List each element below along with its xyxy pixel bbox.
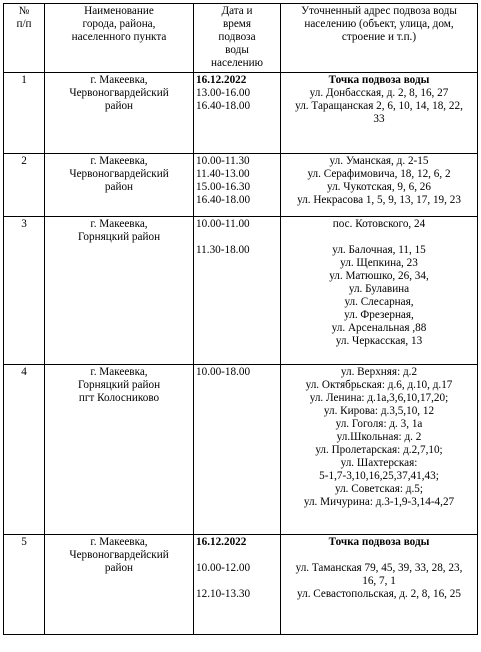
row-time: 16.12.2022 13.00-16.00 16.40-18.00 [194,73,281,154]
row-number: 4 [4,365,45,535]
row-number: 1 [4,73,45,154]
header-row [4,4,478,73]
row-address: ул. Верхняя: д.2 ул. Октябрьская: д.6, д.10, д.17 ул. Ленина: д.1а,3,6,10,17,20; ул. Кирова: д.3,5,10, 12 ул. Гоголя: д. 3, 1а ул.Школьная: д. 2 ул. Пролетарская: д.2,7,10; ул. Шахтерская: 5-1,7-3,10,16,25,37,41,43; ул. Советская: д.5; ул. Мичурина: д.3-1,9-3,14-4,27 [281,365,478,535]
header-num: № п/п [4,4,45,73]
table-row [4,217,478,365]
header-city: Наименование города, района, населенного пункта [45,4,194,73]
row-address: Точка подвоза воды ул. Таманская 79, 45, 39, 33, 28, 23, 16, 7, 1 ул. Севастопольская, д. 2, 8, 16, 25 [281,535,478,635]
row-number: 3 [4,217,45,365]
row-date: 16.12.2022 [196,536,247,548]
water-delivery-table [3,3,478,635]
row-address: Точка подвоза воды ул. Донбасская, д. 2, 8, 16, 27 ул. Таращанская 2, 6, 10, 14, 18, 22, 33 [281,73,478,154]
table-row [4,365,478,535]
row-time: 10.00-18.00 [194,365,281,535]
row-city: г. Макеевка, Горняцкий район [45,217,194,365]
row-date: 16.12.2022 [196,74,247,86]
row-time: 16.12.2022 10.00-12.00 12.10-13.30 [194,535,281,635]
table-row [4,535,478,635]
row-address: ул. Уманская, д. 2-15 ул. Серафимовича, 18, 12, 6, 2 ул. Чукотская, 9, 6, 26 ул. Некрасова 1, 5, 9, 13, 17, 19, 23 [281,154,478,217]
row-time: 10.00-11.30 11.40-13.00 15.00-16.30 16.40-18.00 [194,154,281,217]
address-title: Точка подвоза воды [328,74,430,86]
address-title: Точка подвоза воды [328,536,430,548]
row-city: г. Макеевка, Червоногвардейский район [45,73,194,154]
row-city: г. Макеевка, Червоногвардейский район [45,154,194,217]
table-row [4,154,478,217]
row-address: пос. Котовского, 24 ул. Балочная, 11, 15 ул. Щепкина, 23 ул. Матюшко, 26, 34, ул. Булавина ул. Слесарная, ул. Фрезерная, ул. Арсенальная ,88 ул. Черкасская, 13 [281,217,478,365]
header-address: Уточненный адрес подвоза воды населению (объект, улица, дом, строение и т.п.) [281,4,478,73]
row-city: г. Макеевка, Червоногвардейский район [45,535,194,635]
table-row [4,73,478,154]
row-number: 2 [4,154,45,217]
row-number: 5 [4,535,45,635]
header-time: Дата и время подвоза воды населению [194,4,281,73]
row-city: г. Макеевка, Горняцкий район пгт Колосниково [45,365,194,535]
row-time: 10.00-11.00 11.30-18.00 [194,217,281,365]
